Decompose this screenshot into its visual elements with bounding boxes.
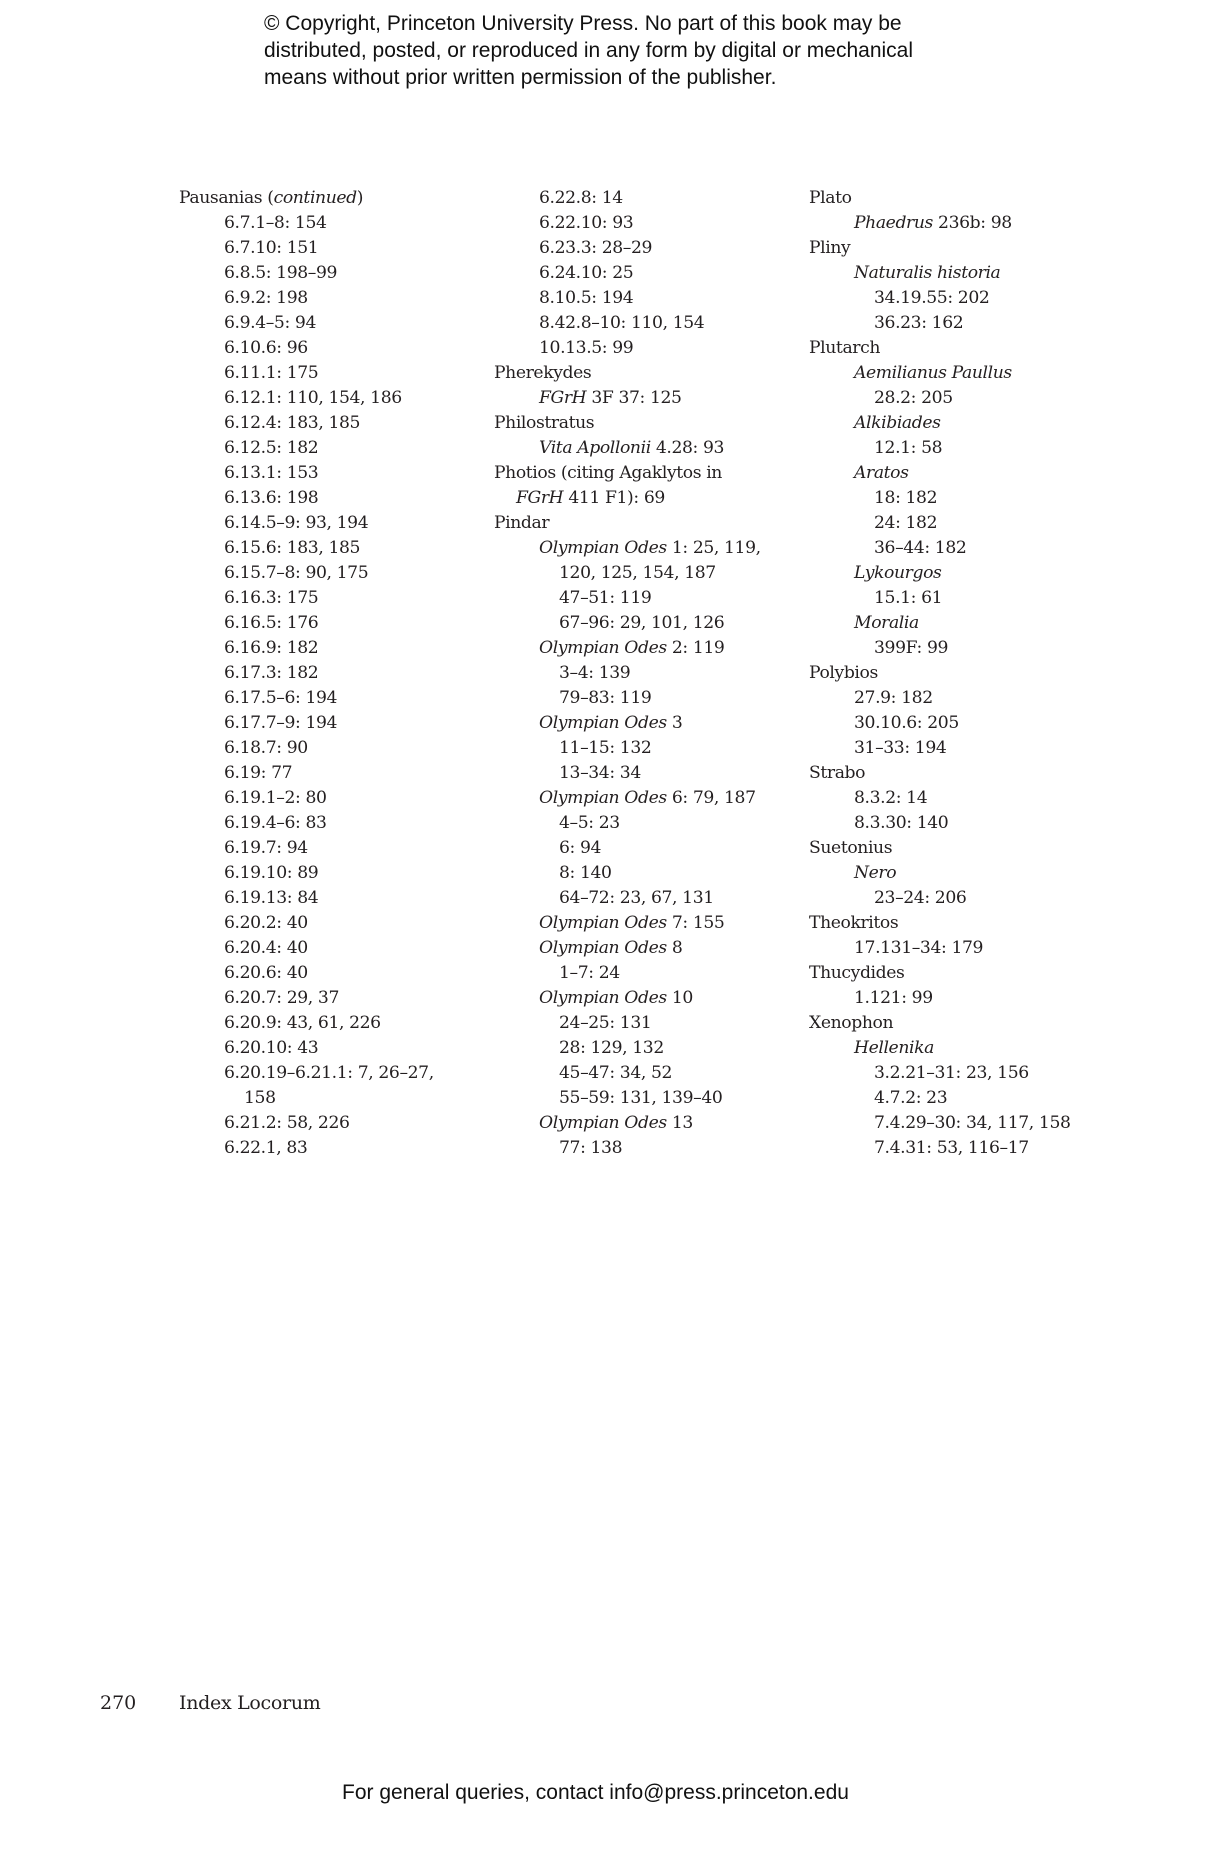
- entry-text: 6: 94: [559, 838, 602, 858]
- entry-text: 3–4: 139: [559, 663, 631, 683]
- work-title: Olympian Odes: [539, 913, 667, 933]
- work-title: FGrH: [516, 488, 564, 508]
- index-entry: [809, 261, 1109, 286]
- entry-text: 6.11.1: 175: [224, 363, 319, 383]
- work-title: Naturalis historia: [854, 263, 1001, 283]
- entry-text: 6: 79, 187: [666, 788, 756, 808]
- index-entry: [179, 486, 479, 511]
- index-heading: [809, 761, 1109, 786]
- entry-text: 8.3.2: 14: [854, 788, 928, 808]
- entry-text: 6.16.9: 182: [224, 638, 319, 658]
- work-title: Vita Apollonii: [539, 438, 651, 458]
- index-entry: [179, 536, 479, 561]
- index-entry: [809, 1111, 1109, 1136]
- index-entry: [179, 1036, 479, 1061]
- entry-text: 120, 125, 154, 187: [559, 563, 716, 583]
- index-entry: [809, 986, 1109, 1011]
- entry-text: Pausanias (: [179, 188, 274, 208]
- index-entry: [179, 1111, 479, 1136]
- index-entry: [494, 1061, 794, 1086]
- entry-text: 6.12.1: 110, 154, 186: [224, 388, 402, 408]
- entry-text: 1: 25, 119,: [666, 538, 761, 558]
- entry-text: 6.22.1, 83: [224, 1138, 308, 1158]
- index-heading: [809, 661, 1109, 686]
- index-entry: [179, 511, 479, 536]
- index-entry: [809, 786, 1109, 811]
- work-title: Alkibiades: [854, 413, 941, 433]
- index-entry: [179, 836, 479, 861]
- work-title: Phaedrus: [854, 213, 933, 233]
- entry-text: Plutarch: [809, 338, 880, 358]
- index-entry: [494, 1036, 794, 1061]
- index-entry: [494, 1011, 794, 1036]
- index-heading: [809, 336, 1109, 361]
- entry-text: 6.19.1–2: 80: [224, 788, 327, 808]
- entry-text: 18: 182: [874, 488, 938, 508]
- index-entry: [494, 1086, 794, 1111]
- index-entry: [809, 811, 1109, 836]
- index-entry: [494, 786, 794, 811]
- index-entry: [179, 886, 479, 911]
- entry-text: 158: [244, 1088, 276, 1108]
- index-entry: [809, 1086, 1109, 1111]
- entry-text: 4.7.2: 23: [874, 1088, 948, 1108]
- entry-text: 24–25: 131: [559, 1013, 652, 1033]
- index-entry: [809, 311, 1109, 336]
- entry-text: 6.10.6: 96: [224, 338, 308, 358]
- index-entry: [809, 636, 1109, 661]
- work-title: Moralia: [854, 613, 919, 633]
- running-title: Index Locorum: [179, 1692, 321, 1714]
- work-title: Aemilianus Paullus: [854, 363, 1012, 383]
- index-entry: [179, 986, 479, 1011]
- entry-text: 23–24: 206: [874, 888, 967, 908]
- entry-text: 6.22.8: 14: [539, 188, 623, 208]
- work-title: continued: [273, 188, 357, 208]
- entry-text: 79–83: 119: [559, 688, 652, 708]
- index-heading: [494, 461, 794, 486]
- entry-text: 6.12.5: 182: [224, 438, 319, 458]
- index-entry: [179, 1011, 479, 1036]
- index-entry: [179, 936, 479, 961]
- index-entry: [494, 736, 794, 761]
- entry-text: 12.1: 58: [874, 438, 943, 458]
- entry-text: 15.1: 61: [874, 588, 943, 608]
- index-entry: [179, 611, 479, 636]
- entry-text: 13–34: 34: [559, 763, 641, 783]
- index-entry: [494, 986, 794, 1011]
- entry-text: 6.15.7–8: 90, 175: [224, 563, 369, 583]
- copyright-line: © Copyright, Princeton University Press. No part of this book may be: [264, 12, 902, 35]
- index-entry: [179, 761, 479, 786]
- index-heading: [809, 236, 1109, 261]
- work-title: Lykourgos: [854, 563, 942, 583]
- entry-text: 6.9.2: 198: [224, 288, 308, 308]
- entry-text: ): [356, 188, 364, 208]
- index-entry: [494, 386, 794, 411]
- index-heading: [494, 361, 794, 386]
- index-entry: [179, 236, 479, 261]
- index-entry: [494, 961, 794, 986]
- entry-text: Theokritos: [809, 913, 899, 933]
- entry-text: 6.20.7: 29, 37: [224, 988, 339, 1008]
- entry-text: 13: [666, 1113, 693, 1133]
- entry-text: 47–51: 119: [559, 588, 652, 608]
- entry-text: 6.19.13: 84: [224, 888, 319, 908]
- entry-text: 6.18.7: 90: [224, 738, 308, 758]
- entry-text: 6.17.7–9: 194: [224, 713, 338, 733]
- index-entry: [809, 586, 1109, 611]
- entry-text: 64–72: 23, 67, 131: [559, 888, 714, 908]
- index-entry: [494, 836, 794, 861]
- work-title: Olympian Odes: [539, 638, 667, 658]
- entry-text: 7: 155: [666, 913, 725, 933]
- entry-text: 6.20.4: 40: [224, 938, 308, 958]
- index-entry: [179, 436, 479, 461]
- index-entry: [809, 486, 1109, 511]
- entry-text: Philostratus: [494, 413, 595, 433]
- index-column-1: [179, 186, 479, 1161]
- entry-text: Photios (citing Agaklytos in: [494, 463, 722, 483]
- index-column-3: [809, 186, 1109, 1161]
- entry-text: 6.12.4: 183, 185: [224, 413, 361, 433]
- index-entry: [809, 886, 1109, 911]
- entry-text: 11–15: 132: [559, 738, 652, 758]
- index-entry: [179, 736, 479, 761]
- work-title: Olympian Odes: [539, 938, 667, 958]
- index-entry: [179, 336, 479, 361]
- index-entry: [809, 436, 1109, 461]
- entry-text: 6.9.4–5: 94: [224, 313, 316, 333]
- entry-text: 6.20.2: 40: [224, 913, 308, 933]
- index-entry: [809, 1136, 1109, 1161]
- index-entry: [809, 1061, 1109, 1086]
- entry-text: Xenophon: [809, 1013, 894, 1033]
- index-heading: [809, 836, 1109, 861]
- index-entry: [179, 461, 479, 486]
- entry-text: 1.121: 99: [854, 988, 933, 1008]
- entry-text: 8.10.5: 194: [539, 288, 634, 308]
- index-entry: [179, 561, 479, 586]
- index-entry: [809, 711, 1109, 736]
- index-entry: [494, 286, 794, 311]
- entry-text: 3: [666, 713, 683, 733]
- index-entry: [179, 261, 479, 286]
- entry-text: 3F 37: 125: [586, 388, 682, 408]
- entry-text: 45–47: 34, 52: [559, 1063, 673, 1083]
- entry-text: 6.17.5–6: 194: [224, 688, 338, 708]
- entry-text: 399F: 99: [874, 638, 949, 658]
- entry-text: 6.20.9: 43, 61, 226: [224, 1013, 381, 1033]
- index-entry: [179, 411, 479, 436]
- index-entry: [809, 411, 1109, 436]
- index-entry: [179, 586, 479, 611]
- entry-text: 6.24.10: 25: [539, 263, 634, 283]
- index-heading: [809, 911, 1109, 936]
- entry-text: 6.14.5–9: 93, 194: [224, 513, 369, 533]
- index-entry: [809, 611, 1109, 636]
- index-entry: [494, 661, 794, 686]
- entry-text: 6.19: 77: [224, 763, 293, 783]
- entry-text: 10: [666, 988, 693, 1008]
- entry-text: 67–96: 29, 101, 126: [559, 613, 725, 633]
- index-entry: [179, 661, 479, 686]
- entry-text: 28: 129, 132: [559, 1038, 664, 1058]
- entry-text: 4–5: 23: [559, 813, 620, 833]
- entry-text: 6.7.10: 151: [224, 238, 319, 258]
- entry-text: Thucydides: [809, 963, 905, 983]
- index-heading: [179, 186, 479, 211]
- index-entry: [809, 561, 1109, 586]
- index-entry: [809, 511, 1109, 536]
- index-entry: [809, 936, 1109, 961]
- entry-text: 6.7.1–8: 154: [224, 213, 327, 233]
- entry-text: 6.22.10: 93: [539, 213, 634, 233]
- index-entry: [494, 636, 794, 661]
- entry-text: 6.13.1: 153: [224, 463, 319, 483]
- entry-text: 411 F1): 69: [563, 488, 665, 508]
- entry-text: 6.21.2: 58, 226: [224, 1113, 350, 1133]
- entry-text: 10.13.5: 99: [539, 338, 634, 358]
- index-heading: [494, 511, 794, 536]
- index-entry: [494, 311, 794, 336]
- copyright-line: means without prior written permission of the publisher.: [264, 66, 777, 89]
- index-entry: [494, 686, 794, 711]
- entry-text: 6.17.3: 182: [224, 663, 319, 683]
- index-entry: [179, 1136, 479, 1161]
- index-entry: [179, 811, 479, 836]
- entry-text: 6.15.6: 183, 185: [224, 538, 361, 558]
- index-entry: [179, 711, 479, 736]
- index-entry: [809, 461, 1109, 486]
- entry-text: 8: [666, 938, 683, 958]
- index-entry: [494, 236, 794, 261]
- work-title: Aratos: [854, 463, 909, 483]
- index-entry: [809, 361, 1109, 386]
- index-entry: [809, 211, 1109, 236]
- entry-text: 6.19.4–6: 83: [224, 813, 327, 833]
- index-entry: [494, 536, 794, 561]
- work-title: FGrH: [539, 388, 587, 408]
- index-entry: [494, 761, 794, 786]
- entry-text: 55–59: 131, 139–40: [559, 1088, 723, 1108]
- entry-text: 6.20.19–6.21.1: 7, 26–27,: [224, 1063, 434, 1083]
- index-entry: [494, 886, 794, 911]
- index-entry: [809, 286, 1109, 311]
- index-entry: [809, 1036, 1109, 1061]
- index-entry: [809, 861, 1109, 886]
- entry-text: Plato: [809, 188, 852, 208]
- index-entry: [494, 811, 794, 836]
- entry-text: Polybios: [809, 663, 878, 683]
- entry-text: 3.2.21–31: 23, 156: [874, 1063, 1029, 1083]
- entry-text: Pherekydes: [494, 363, 592, 383]
- entry-text: 6.19.10: 89: [224, 863, 319, 883]
- entry-text: 8.42.8–10: 110, 154: [539, 313, 705, 333]
- index-entry: [494, 861, 794, 886]
- index-entry: [179, 686, 479, 711]
- entry-text: Pindar: [494, 513, 550, 533]
- entry-text: 28.2: 205: [874, 388, 953, 408]
- index-heading: [809, 186, 1109, 211]
- entry-text: 6.20.10: 43: [224, 1038, 319, 1058]
- entry-text: 27.9: 182: [854, 688, 933, 708]
- entry-text: 7.4.31: 53, 116–17: [874, 1138, 1029, 1158]
- index-column-2: [494, 186, 794, 1161]
- entry-text: 17.131–34: 179: [854, 938, 984, 958]
- index-entry: [179, 1061, 479, 1086]
- entry-text: 8.3.30: 140: [854, 813, 949, 833]
- index-entry: [494, 711, 794, 736]
- index-entry: [179, 211, 479, 236]
- entry-text: 6.23.3: 28–29: [539, 238, 653, 258]
- contact-footer: For general queries, contact info@press.princeton.edu: [342, 1781, 849, 1804]
- index-entry: [179, 786, 479, 811]
- index-entry: [494, 911, 794, 936]
- index-entry: [494, 186, 794, 211]
- index-entry: [179, 386, 479, 411]
- work-title: Nero: [854, 863, 897, 883]
- entry-text: 6.16.3: 175: [224, 588, 319, 608]
- index-entry: [494, 586, 794, 611]
- entry-text: 36.23: 162: [874, 313, 964, 333]
- entry-text: 4.28: 93: [650, 438, 725, 458]
- index-entry: [179, 961, 479, 986]
- work-title: Olympian Odes: [539, 1113, 667, 1133]
- work-title: Olympian Odes: [539, 538, 667, 558]
- index-entry: [494, 1111, 794, 1136]
- entry-text: 36–44: 182: [874, 538, 967, 558]
- index-entry: [494, 436, 794, 461]
- entry-text: 77: 138: [559, 1138, 623, 1158]
- entry-text: 34.19.55: 202: [874, 288, 990, 308]
- index-entry: [494, 936, 794, 961]
- work-title: Olympian Odes: [539, 788, 667, 808]
- entry-text: 6.20.6: 40: [224, 963, 308, 983]
- index-entry: [179, 911, 479, 936]
- index-entry: [809, 536, 1109, 561]
- index-entry: [494, 336, 794, 361]
- index-entry: [179, 361, 479, 386]
- page-number: 270: [100, 1692, 137, 1714]
- entry-text: 1–7: 24: [559, 963, 620, 983]
- index-entry: [809, 386, 1109, 411]
- entry-text: 236b: 98: [932, 213, 1012, 233]
- entry-text: Suetonius: [809, 838, 893, 858]
- work-title: Olympian Odes: [539, 713, 667, 733]
- index-entry: [494, 611, 794, 636]
- copyright-notice: [264, 10, 1024, 91]
- index-entry: [494, 261, 794, 286]
- entry-text: 6.13.6: 198: [224, 488, 319, 508]
- entry-text: 7.4.29–30: 34, 117, 158: [874, 1113, 1071, 1133]
- entry-text: 30.10.6: 205: [854, 713, 959, 733]
- entry-text: 2: 119: [666, 638, 725, 658]
- index-entry: [494, 486, 794, 511]
- entry-text: 24: 182: [874, 513, 938, 533]
- index-entry: [494, 561, 794, 586]
- index-heading: [494, 411, 794, 436]
- index-entry: [179, 636, 479, 661]
- entry-text: 6.8.5: 198–99: [224, 263, 338, 283]
- entry-text: 6.19.7: 94: [224, 838, 308, 858]
- index-heading: [809, 1011, 1109, 1036]
- index-heading: [809, 961, 1109, 986]
- index-entry: [809, 686, 1109, 711]
- entry-text: 8: 140: [559, 863, 612, 883]
- entry-text: Strabo: [809, 763, 866, 783]
- entry-text: 31–33: 194: [854, 738, 947, 758]
- index-entry: [179, 311, 479, 336]
- index-entry: [179, 861, 479, 886]
- index-entry: [179, 286, 479, 311]
- index-entry: [809, 736, 1109, 761]
- work-title: Hellenika: [854, 1038, 934, 1058]
- entry-text: Pliny: [809, 238, 851, 258]
- copyright-line: distributed, posted, or reproduced in any form by digital or mechanical: [264, 39, 914, 62]
- work-title: Olympian Odes: [539, 988, 667, 1008]
- entry-text: 6.16.5: 176: [224, 613, 319, 633]
- index-entry: [179, 1086, 479, 1111]
- index-entry: [494, 211, 794, 236]
- index-entry: [494, 1136, 794, 1161]
